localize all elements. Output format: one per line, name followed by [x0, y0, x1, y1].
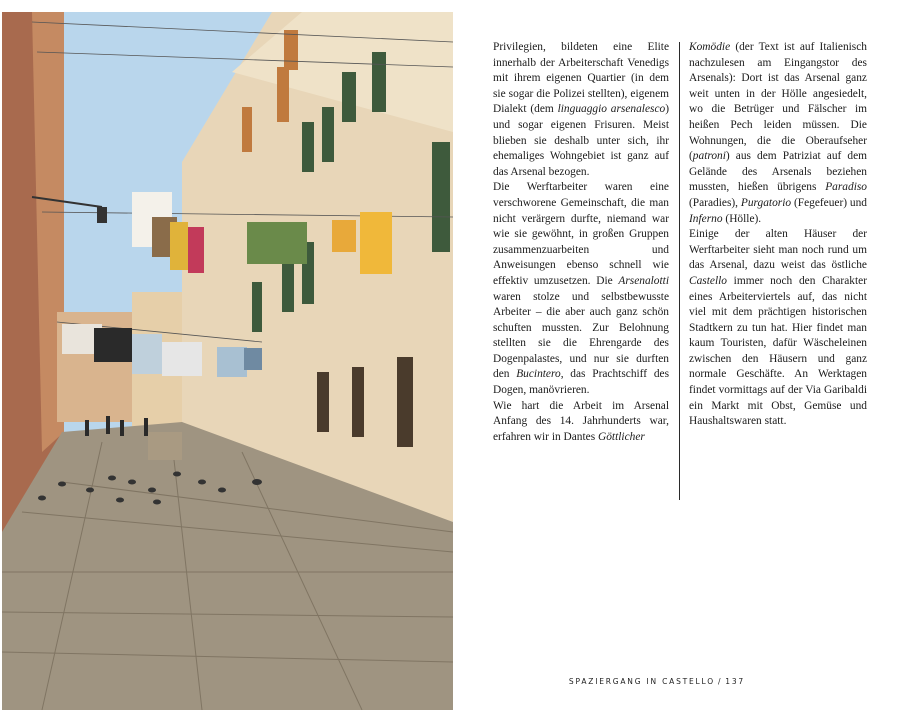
text-run: (Fegefeuer) und — [791, 196, 867, 209]
italic-term: Komödie — [689, 41, 731, 53]
text-column-right — [689, 40, 867, 430]
text-run: Einige der alten Häuser der Werftarbeiter sieht man noch rund um das Arsenal, dazu weist das östliche — [689, 228, 867, 272]
italic-term: Göttlicher — [598, 430, 645, 443]
italic-term: linguaggio arsenalesco — [557, 103, 666, 116]
italic-term: Castello — [689, 274, 727, 287]
text-run: Privilegien, bildeten eine Elite innerhalb der Arbeiterschaft Venedigs mit ihrem eigenen Quartier (in dem sie sogar die Polizei stellten), eigenem Dialekt (dem — [493, 41, 669, 116]
italic-term: Inferno — [689, 212, 723, 225]
text-run: ) aus dem Patriziat auf dem Gelände des Arsenals beziehen mussten, hießen übrigens — [689, 150, 867, 194]
paragraph — [689, 40, 867, 227]
text-run: ) und sogar eigenen Frisuren. Meist blieben sie deshalb unter sich, ihr ehemaliges Wohngebiet ist ganz auf das Arsenal bezogen. — [493, 103, 669, 178]
text-run: (Paradies), — [689, 196, 741, 209]
text-run: (Hölle). — [722, 212, 762, 225]
text-run: (der Text ist auf Italienisch nachzulesen am Eingangstor des Arsenals): Dort ist das Arsenal ganz weit unten in der Hölle angesiedelt, wo die Betrüger und Fälscher im heißen Pech leiden müssen. Die Wohnungen, die die Oberaufseher ( — [689, 41, 867, 163]
text-page — [453, 12, 905, 710]
running-title: SPAZIERGANG IN CASTELLO — [568, 677, 715, 686]
text-run: waren stolze und selbstbewusste Arbeiter – die aber auch ganz schön schuften mussten. Zur Belohnung stellten sie die Ehrengarde des Dogenpalastes, und nur sie durften den — [493, 290, 669, 381]
text-run: immer noch den Charakter eines Arbeiterviertels auf, das nicht viel mit dem prächtigen historischen Stadtkern zu tun hat. Hier findet man kaum Touristen, dafür Wäscheleinen zwischen den Häusern und ganz normale Geschäfte. An Werktagen findet vormittags auf der Via Garibaldi ein Markt mit Obst, Gemüse und Haushaltswaren statt. — [689, 274, 867, 428]
venice-street-illustration — [2, 12, 453, 710]
italic-term: Purgatorio — [740, 196, 792, 209]
paragraph — [493, 40, 669, 180]
column-divider — [679, 42, 680, 500]
paragraph — [689, 227, 867, 430]
italic-term: Paradiso — [825, 181, 867, 194]
text-run: , das Prachtschiff des Dogen, manövrieren. — [493, 368, 669, 397]
italic-term: Bucintero — [516, 368, 561, 381]
italic-term: Arsenalotti — [618, 274, 669, 287]
page-number: 137 — [725, 677, 745, 686]
footer-separator: / — [717, 677, 723, 686]
page-footer — [569, 677, 745, 686]
text-column-left — [493, 40, 669, 445]
street-photo — [2, 12, 453, 710]
italic-term: patroni — [692, 150, 726, 163]
text-run: Wie hart die Arbeit im Arsenal Anfang des 14. Jahrhunderts war, erfahren wir in Dantes — [493, 399, 669, 443]
paragraph — [493, 399, 669, 446]
text-run: Die Werftarbeiter waren eine verschworene Gemeinschaft, die man nicht verärgern durfte, niemand war wie sie gewöhnt, in großen Gruppen zusammenzuarbeiten und Anweisungen ebenso schnell wie effektiv umzusetzen. Die — [493, 181, 669, 287]
paragraph — [493, 180, 669, 398]
